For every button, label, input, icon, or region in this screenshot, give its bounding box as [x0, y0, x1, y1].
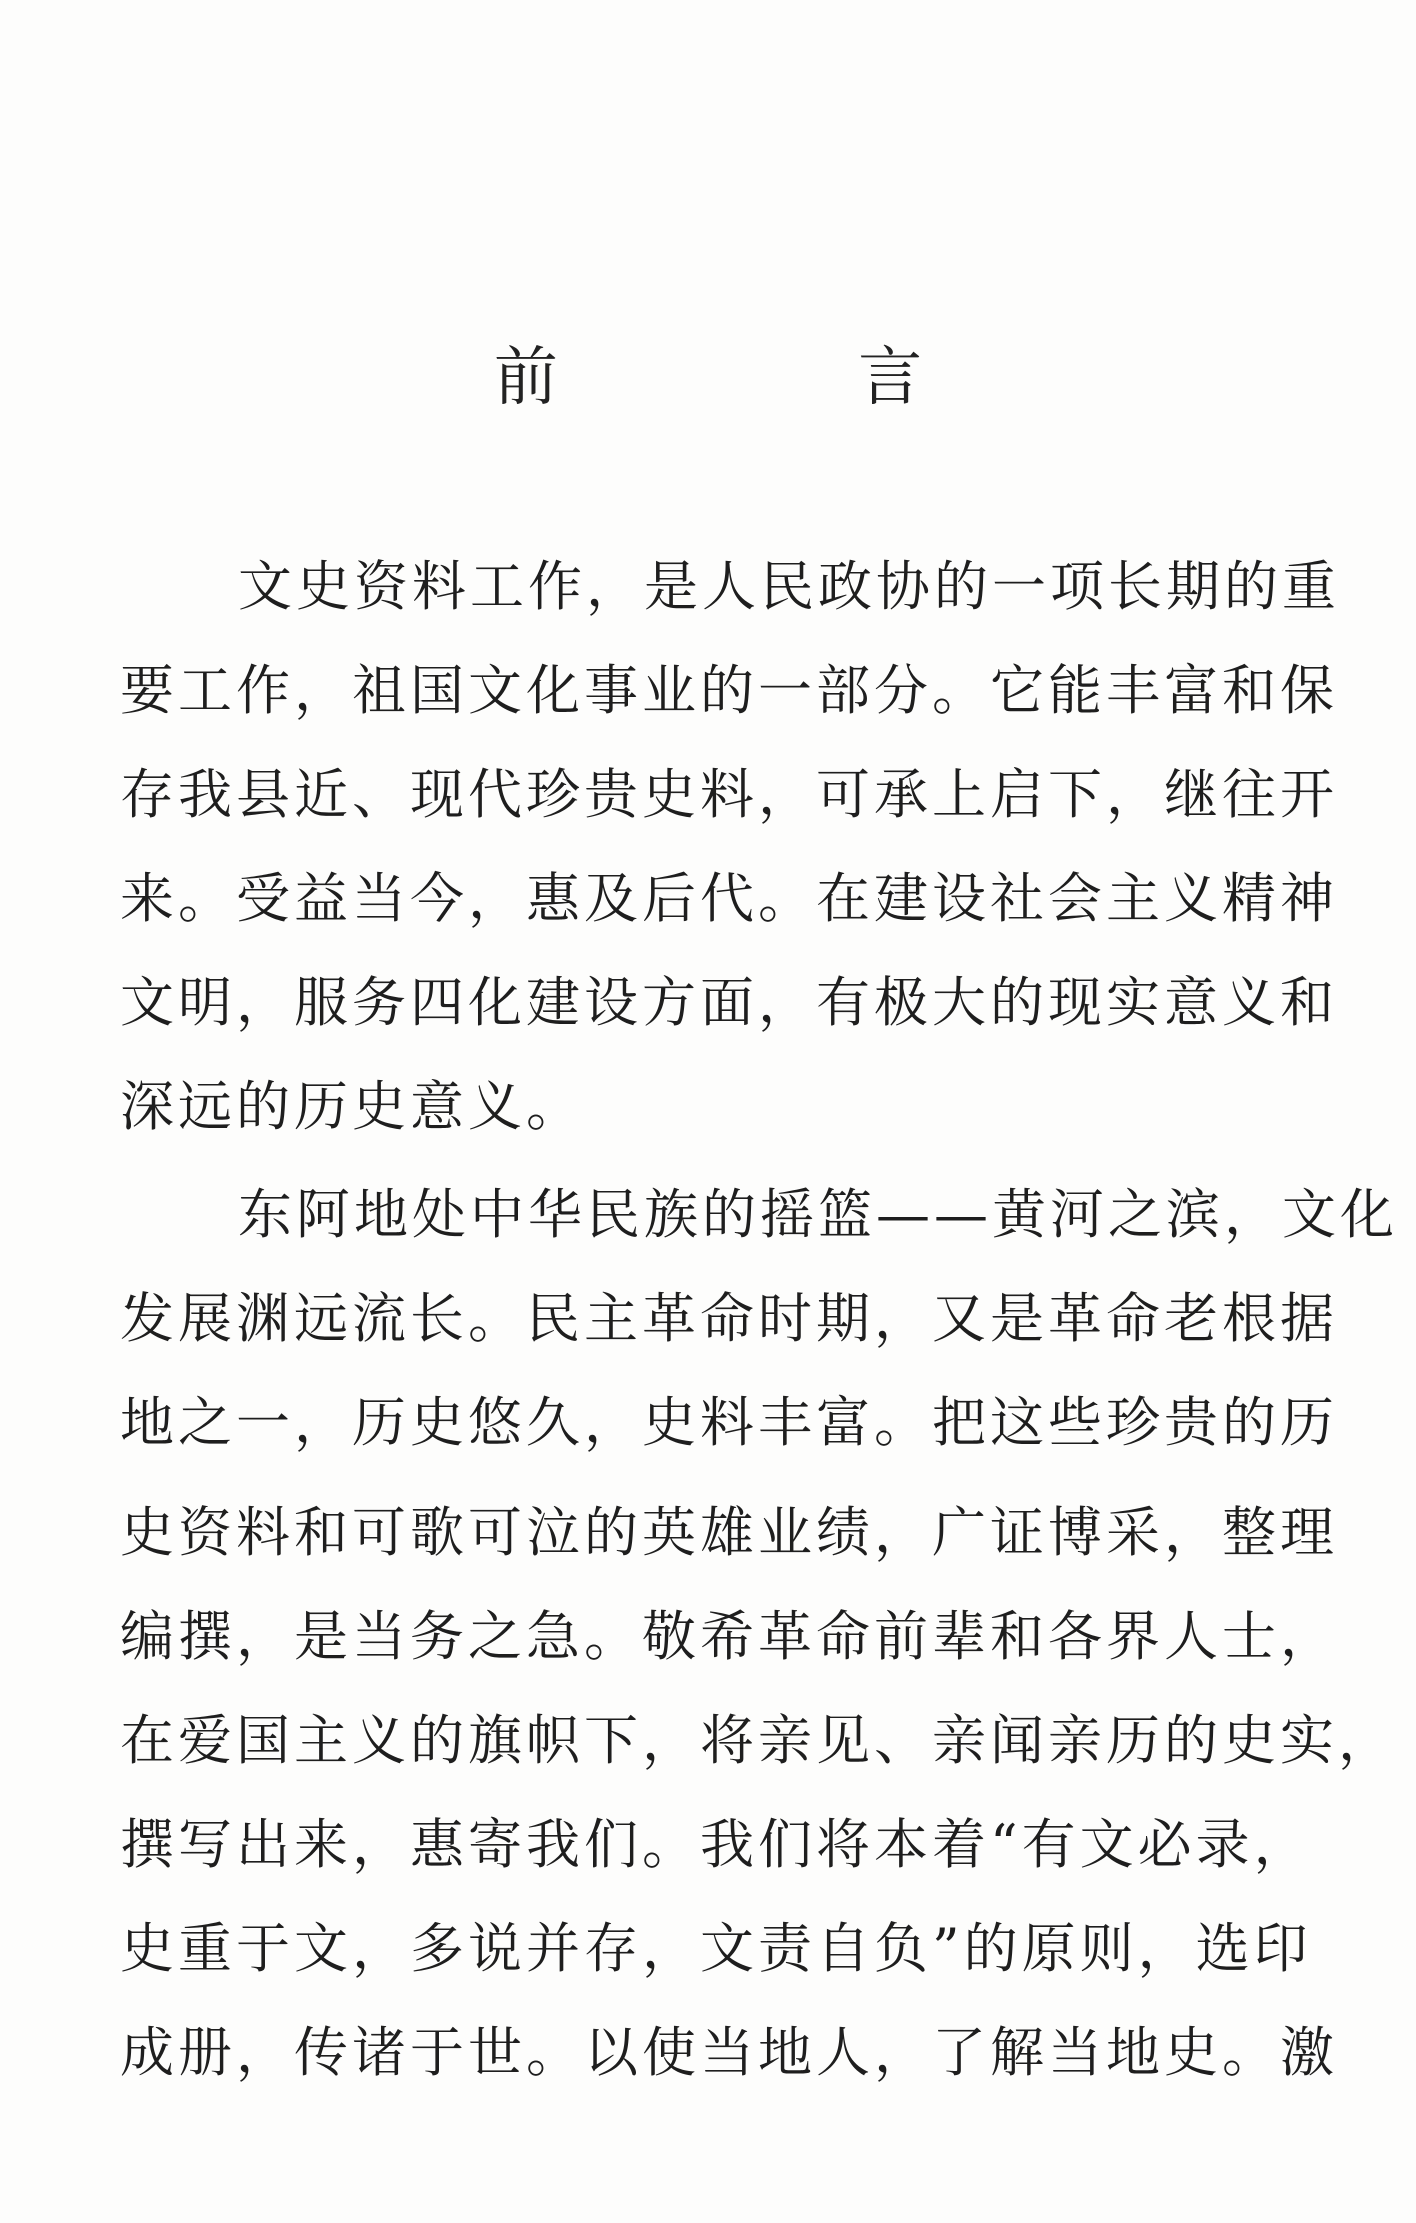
text-line: 地之一，历史悠久，史料丰富。把这些珍贵的历 — [120, 1391, 1338, 1454]
body-text — [120, 535, 1398, 2105]
paragraph-1 — [120, 535, 1340, 1159]
text-line: 发展渊远流长。民主革命时期，又是革命老根据 — [120, 1287, 1338, 1350]
text-line: 撰写出来，惠寄我们。我们将本着“有文必录， — [120, 1813, 1312, 1876]
text-line: 文明，服务四化建设方面，有极大的现实意义和 — [120, 971, 1338, 1034]
text-line: 成册，传诸于世。以使当地人，了解当地史。激 — [120, 2021, 1338, 2084]
text-line: 深远的历史意义。 — [120, 1075, 584, 1138]
text-line: 史重于文，多说并存，文责自负”的原则，选印 — [120, 1917, 1312, 1980]
text-line: 在爱国主义的旗帜下，将亲见、亲闻亲历的史实， — [120, 1709, 1396, 1772]
text-line: 要工作，祖国文化事业的一部分。它能丰富和保 — [120, 659, 1338, 722]
text-line: 史资料和可歌可泣的英雄业绩，广证博采，整理 — [120, 1501, 1338, 1564]
text-line: 文史资料工作，是人民政协的一项长期的重 — [238, 555, 1340, 618]
text-line: 存我县近、现代珍贵史料，可承上启下，继往开 — [120, 763, 1338, 826]
paragraph-2 — [120, 1163, 1398, 2105]
text-line: 来。受益当今，惠及后代。在建设社会主义精神 — [120, 867, 1338, 930]
text-line: 编撰，是当务之急。敬希革命前辈和各界人士， — [120, 1605, 1338, 1668]
text-line: 东阿地处中华民族的摇篮——黄河之滨，文化 — [238, 1183, 1398, 1246]
page-title: 前 言 — [493, 341, 1063, 415]
